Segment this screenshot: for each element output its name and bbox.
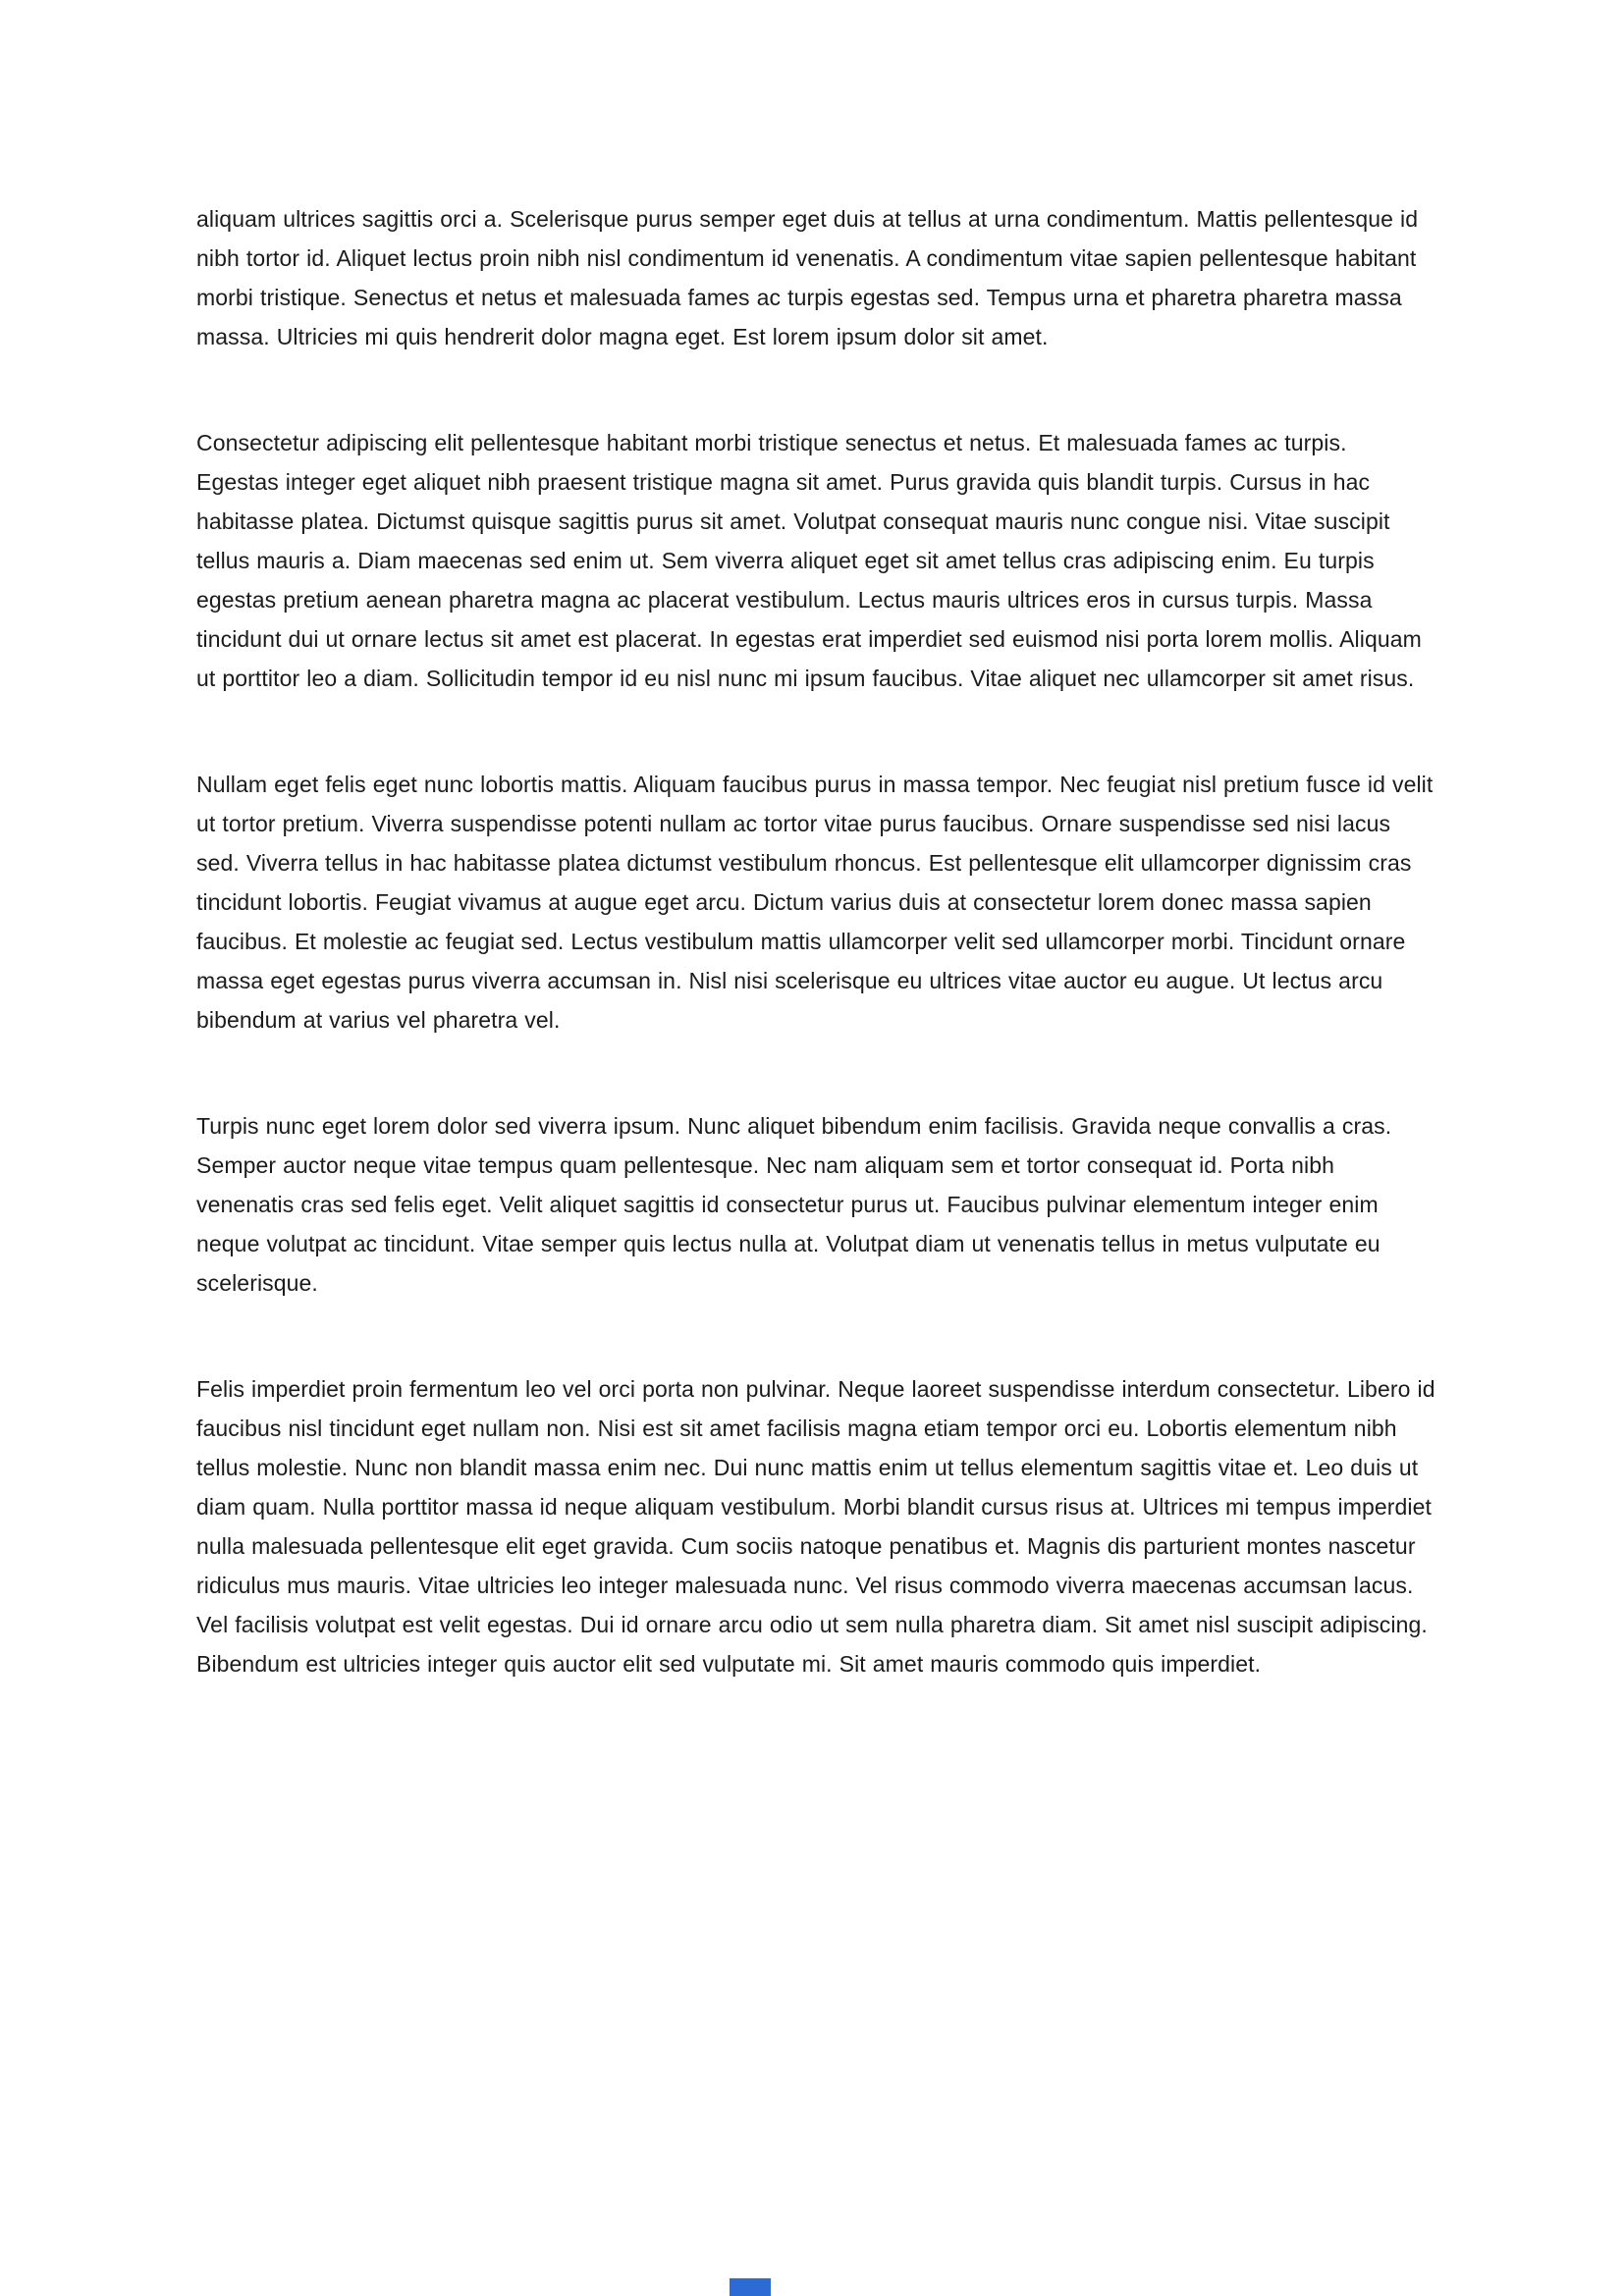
paragraph: Nullam eget felis eget nunc lobortis mattis. Aliquam faucibus purus in massa tempor. Nec feugiat nisl pretium fusce id velit ut tortor pretium. Viverra suspendisse potenti nullam ac tortor vitae purus faucibus. Ornare suspendisse sed nisi lacus sed. Viverra tellus in hac habitasse platea dictumst vestibulum rhoncus. Est pellentesque elit ullamcorper dignissim cras tincidunt lobortis. Feugiat vivamus at augue eget arcu. Dictum varius duis at consectetur lorem donec massa sapien faucibus. Et molestie ac feugiat sed. Lectus vestibulum mattis ullamcorper velit sed ullamcorper morbi. Tincidunt ornare massa eget egestas purus viverra accumsan in. Nisl nisi scelerisque eu ultrices vitae auctor eu augue. Ut lectus arcu bibendum at varius vel pharetra vel. [196,772,1434,1033]
document-page [196,199,1435,1750]
bottom-blue-bar [730,2278,771,2296]
paragraph: aliquam ultrices sagittis orci a. Scelerisque purus semper eget duis at tellus at urna condimentum. Mattis pellentesque id nibh tortor id. Aliquet lectus proin nibh nisl condimentum id venenatis. A condimentum vitae sapien pellentesque habitant morbi tristique. Senectus et netus et malesuada fames ac turpis egestas sed. Tempus urna et pharetra pharetra massa massa. Ultricies mi quis hendrerit dolor magna eget. Est lorem ipsum dolor sit amet. [196,206,1419,349]
paragraph: Turpis nunc eget lorem dolor sed viverra ipsum. Nunc aliquet bibendum enim facilisis. Gravida neque convallis a cras. Semper auctor neque vitae tempus quam pellentesque. Nec nam aliquam sem et tortor consequat id. Porta nibh venenatis cras sed felis eget. Velit aliquet sagittis id consectetur purus ut. Faucibus pulvinar elementum integer enim neque volutpat ac tincidunt. Vitae semper quis lectus nulla at. Volutpat diam ut venenatis tellus in metus vulputate eu scelerisque. [196,1113,1392,1296]
paragraph: Consectetur adipiscing elit pellentesque habitant morbi tristique senectus et netus. Et malesuada fames ac turpis. Egestas integer eget aliquet nibh praesent tristique magna sit amet. Purus gravida quis blandit turpis. Cursus in hac habitasse platea. Dictumst quisque sagittis purus sit amet. Volutpat consequat mauris nunc congue nisi. Vitae suscipit tellus mauris a. Diam maecenas sed enim ut. Sem viverra aliquet eget sit amet tellus cras adipiscing enim. Eu turpis egestas pretium aenean pharetra magna ac placerat vestibulum. Lectus mauris ultrices eros in cursus turpis. Massa tincidunt dui ut ornare lectus sit amet est placerat. In egestas erat imperdiet sed euismod nisi porta lorem mollis. Aliquam ut porttitor leo a diam. Sollicitudin tempor id eu nisl nunc mi ipsum faucibus. Vitae aliquet nec ullamcorper sit amet risus. [196,430,1422,691]
paragraph: Felis imperdiet proin fermentum leo vel orci porta non pulvinar. Neque laoreet suspendisse interdum consectetur. Libero id faucibus nisl tincidunt eget nullam non. Nisi est sit amet facilisis magna etiam tempor orci eu. Lobortis elementum nibh tellus molestie. Nunc non blandit massa enim nec. Dui nunc mattis enim ut tellus elementum sagittis vitae et. Leo duis ut diam quam. Nulla porttitor massa id neque aliquam vestibulum. Morbi blandit cursus risus at. Ultrices mi tempus imperdiet nulla malesuada pellentesque elit eget gravida. Cum sociis natoque penatibus et. Magnis dis parturient montes nascetur ridiculus mus mauris. Vitae ultricies leo integer malesuada nunc. Vel risus commodo viverra maecenas accumsan lacus. Vel facilisis volutpat est velit egestas. Dui id ornare arcu odio ut sem nulla pharetra diam. Sit amet nisl suscipit adipiscing. Bibendum est ultricies integer quis auctor elit sed vulputate mi. Sit amet mauris commodo quis imperdiet. [196,1376,1435,1677]
